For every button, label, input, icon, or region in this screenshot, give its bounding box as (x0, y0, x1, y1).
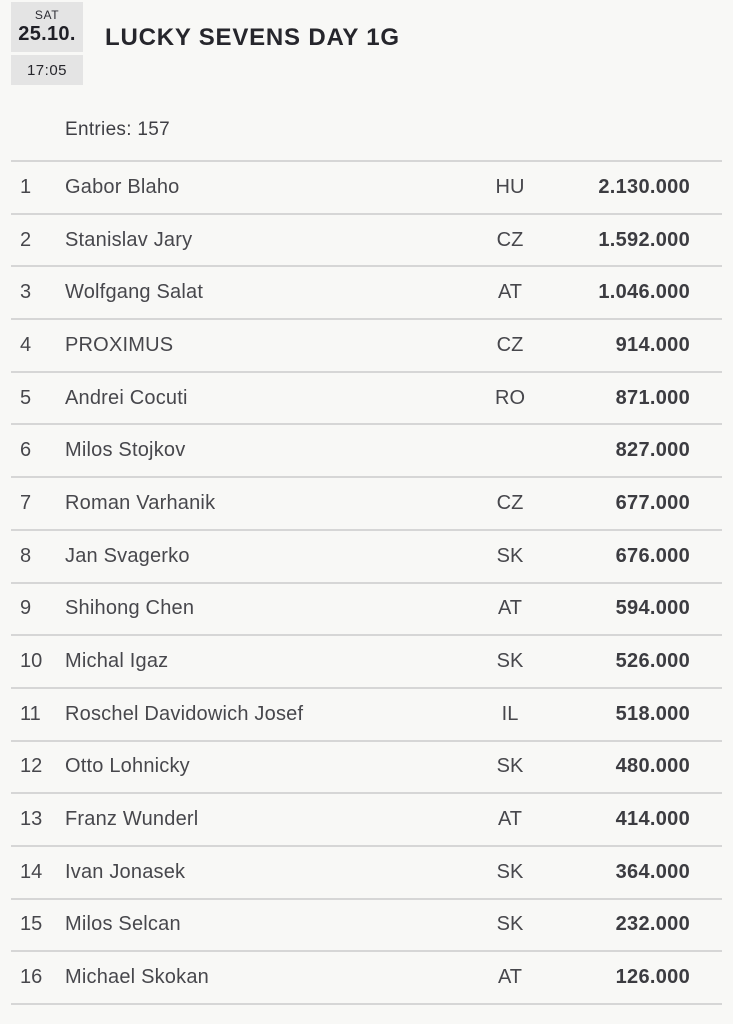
table-row (11, 582, 722, 635)
player-country: AT (497, 597, 523, 620)
table-row (11, 318, 722, 371)
player-name: PROXIMUS (65, 333, 174, 356)
player-rank: 1 (20, 175, 32, 198)
player-country: AT (497, 281, 523, 304)
page-title: LUCKY SEVENS DAY 1G (105, 24, 400, 51)
player-chips: 914.000 (615, 333, 690, 356)
player-rank: 11 (20, 702, 41, 725)
player-name: Milos Selcan (65, 913, 181, 936)
table-row (11, 265, 722, 318)
player-country: IL (501, 702, 519, 725)
player-rank: 14 (20, 860, 43, 883)
player-rank: 10 (20, 650, 43, 673)
player-rank: 8 (20, 544, 32, 567)
player-country: SK (496, 650, 524, 673)
player-country: AT (497, 808, 523, 831)
player-name: Roman Varhanik (65, 491, 216, 514)
player-chips: 827.000 (615, 439, 690, 462)
date-label: 25.10. (18, 23, 76, 45)
player-name: Michael Skokan (65, 966, 209, 989)
table-row (11, 950, 722, 1003)
player-country: HU (495, 175, 525, 198)
player-chips: 364.000 (615, 860, 690, 883)
player-chips: 414.000 (615, 808, 690, 831)
player-chips: 677.000 (615, 491, 690, 514)
player-country: CZ (496, 333, 524, 356)
player-rank: 6 (20, 439, 32, 462)
player-rank: 15 (20, 913, 43, 936)
table-row (11, 529, 722, 582)
table-row (11, 845, 722, 898)
table-row (11, 213, 722, 266)
player-rank: 9 (20, 597, 32, 620)
player-country: SK (496, 860, 524, 883)
player-country: SK (496, 755, 524, 778)
player-chips: 526.000 (615, 650, 690, 673)
header (0, 0, 733, 85)
table-row (11, 687, 722, 740)
table-row (11, 160, 722, 213)
player-country: SK (496, 913, 524, 936)
player-rank: 5 (20, 386, 32, 409)
player-rank: 12 (20, 755, 43, 778)
table-row (11, 898, 722, 951)
player-name: Franz Wunderl (65, 808, 199, 831)
date-badge (11, 2, 83, 52)
player-name: Andrei Cocuti (65, 386, 188, 409)
table-row (11, 740, 722, 793)
time-badge (11, 55, 83, 85)
player-name: Milos Stojkov (65, 439, 186, 462)
player-chips: 676.000 (615, 544, 690, 567)
player-country: CZ (496, 228, 524, 251)
player-name: Michal Igaz (65, 650, 169, 673)
player-name: Wolfgang Salat (65, 281, 204, 304)
player-rank: 16 (20, 966, 43, 989)
player-country: SK (496, 544, 524, 567)
time-label: 17:05 (26, 61, 68, 79)
player-chips: 126.000 (615, 966, 690, 989)
player-name: Ivan Jonasek (65, 860, 186, 883)
player-name: Roschel Davidowich Josef (65, 702, 304, 725)
table-row (11, 371, 722, 424)
player-chips: 594.000 (615, 597, 690, 620)
player-country: CZ (496, 491, 524, 514)
player-name: Gabor Blaho (65, 175, 180, 198)
entries-count: Entries: 157 (65, 119, 170, 140)
player-chips: 518.000 (615, 702, 690, 725)
player-rank: 7 (20, 491, 32, 514)
player-chips: 871.000 (615, 386, 690, 409)
player-chips: 1.046.000 (598, 281, 690, 304)
player-rank: 13 (20, 808, 43, 831)
player-name: Stanislav Jary (65, 228, 193, 251)
table-row (11, 634, 722, 687)
player-rank: 2 (20, 228, 32, 251)
player-rank: 4 (20, 333, 32, 356)
chip-count-table (11, 160, 722, 1005)
player-chips: 232.000 (615, 913, 690, 936)
table-row (11, 423, 722, 476)
player-chips: 480.000 (615, 755, 690, 778)
table-row (11, 792, 722, 845)
player-name: Shihong Chen (65, 597, 195, 620)
table-row (11, 476, 722, 529)
player-name: Jan Svagerko (65, 544, 190, 567)
weekday-label: SAT (34, 8, 60, 22)
player-rank: 3 (20, 281, 32, 304)
player-country: RO (495, 386, 525, 409)
player-chips: 1.592.000 (598, 228, 690, 251)
player-name: Otto Lohnicky (65, 755, 190, 778)
player-country: AT (497, 966, 523, 989)
datetime-badge (11, 2, 83, 85)
player-chips: 2.130.000 (598, 175, 690, 198)
